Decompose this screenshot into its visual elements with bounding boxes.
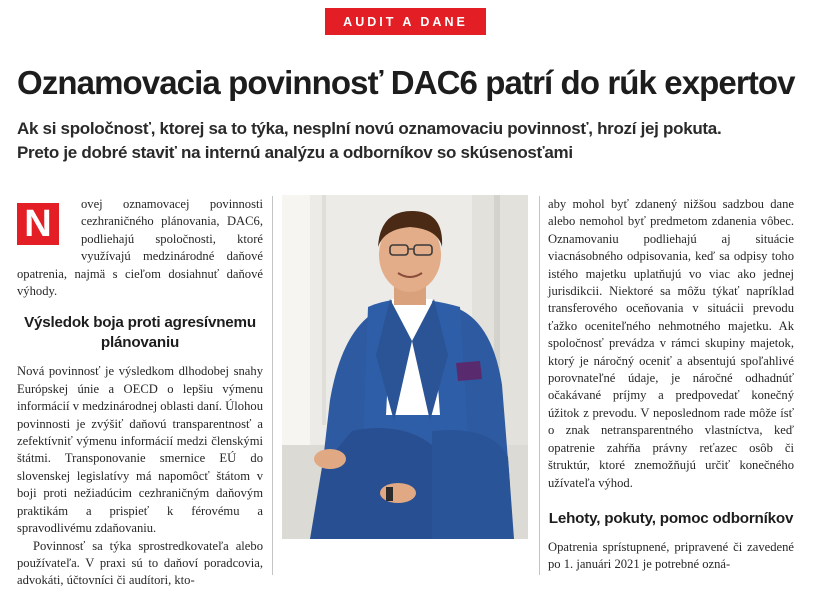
intro-paragraph <box>17 196 263 300</box>
intro-text: ovej oznamovacej povinnosti cezhraničného plánovania, DAC6, podliehajú spoločnosti, ktoré využívajú medzinárodné daňové opatrenia, najmä s cieľom dosiahnuť daňové výhody. <box>17 197 263 299</box>
body-paragraph: Opatrenia sprístupnené, pripravené či zavedené po 1. januári 2021 je potrebné ozná- <box>548 539 794 572</box>
subheading-2: Lehoty, pokuty, pomoc odborníkov <box>548 509 794 527</box>
article-lead <box>17 117 807 165</box>
column-divider <box>272 196 273 575</box>
article-headline: Oznamovacia povinnosť DAC6 patrí do rúk expertov <box>17 64 795 101</box>
lead-line-1: Ak si spoločnosť, ktorej sa to týka, nesplní novú oznamovaciu povinnosť, hrozí jej pokuta. <box>17 119 722 138</box>
body-paragraph: Povinnosť sa týka sprostredkovateľa alebo používateľa. V praxi sú to daňoví poradcovia, advokáti, účtovníci či audítori, kto- <box>17 538 263 588</box>
lead-line-2: Preto je dobré staviť na internú analýzu a odborníkov so skúsenosťami <box>17 143 573 162</box>
section-kicker: AUDIT A DANE <box>325 8 486 35</box>
column-divider <box>539 196 540 575</box>
article-column-left <box>17 196 263 590</box>
drop-cap: N <box>17 203 59 245</box>
portrait-photo <box>282 195 528 539</box>
body-paragraph: Nová povinnosť je výsledkom dlhodobej snahy Európskej únie a OECD o lepšiu výmenu informácií v medzinárodnej oblasti daní. Úlohou povinnosti je zvýšiť daňovú transparentnosť a zefektívniť výmenu informácií medzi členskými štátmi. Transponovanie smernice EÚ do slovenskej legislatívy má napomôcť štátom v boji proti nežiadúcim cezhraničným daňovým praktikám a prispieť k férovému a spravodlivému zdaňovaniu. <box>17 364 263 536</box>
article-column-right <box>548 196 794 574</box>
subheading-1: Výsledok boja proti agresívnemu plánovaniu <box>24 314 256 352</box>
body-paragraph: aby mohol byť zdanený nižšou sadzbou dane alebo nemohol byť predmetom zdanenia vôbec. Oznamovaniu podliehajú aj situácie viacnásobného odpisovania, keď sa odpisy toho istého majetku uplatňujú vo viac ako jednej jurisdikcii. Niektoré sa môžu týkať napríklad transferového oceňovania v situácii prevodu ťažko oceniteľného nehmotného majetku. Ak spoločnosť prevádza v rámci skupiny majetok, ktorý je náročný oceniť a absentujú spoľahlivé porovnateľné údaje, je náročné odhadnúť očakávané príjmy a predpovedať konečný úžitok z prevodu. V neposlednom rade môže ísť o znak netransparentného vlastníctva, keď opatrenie zahŕňa právny reťazec osôb či štruktúr, ktoré znemožňujú určiť konečného užívateľa výhod. <box>548 197 794 490</box>
